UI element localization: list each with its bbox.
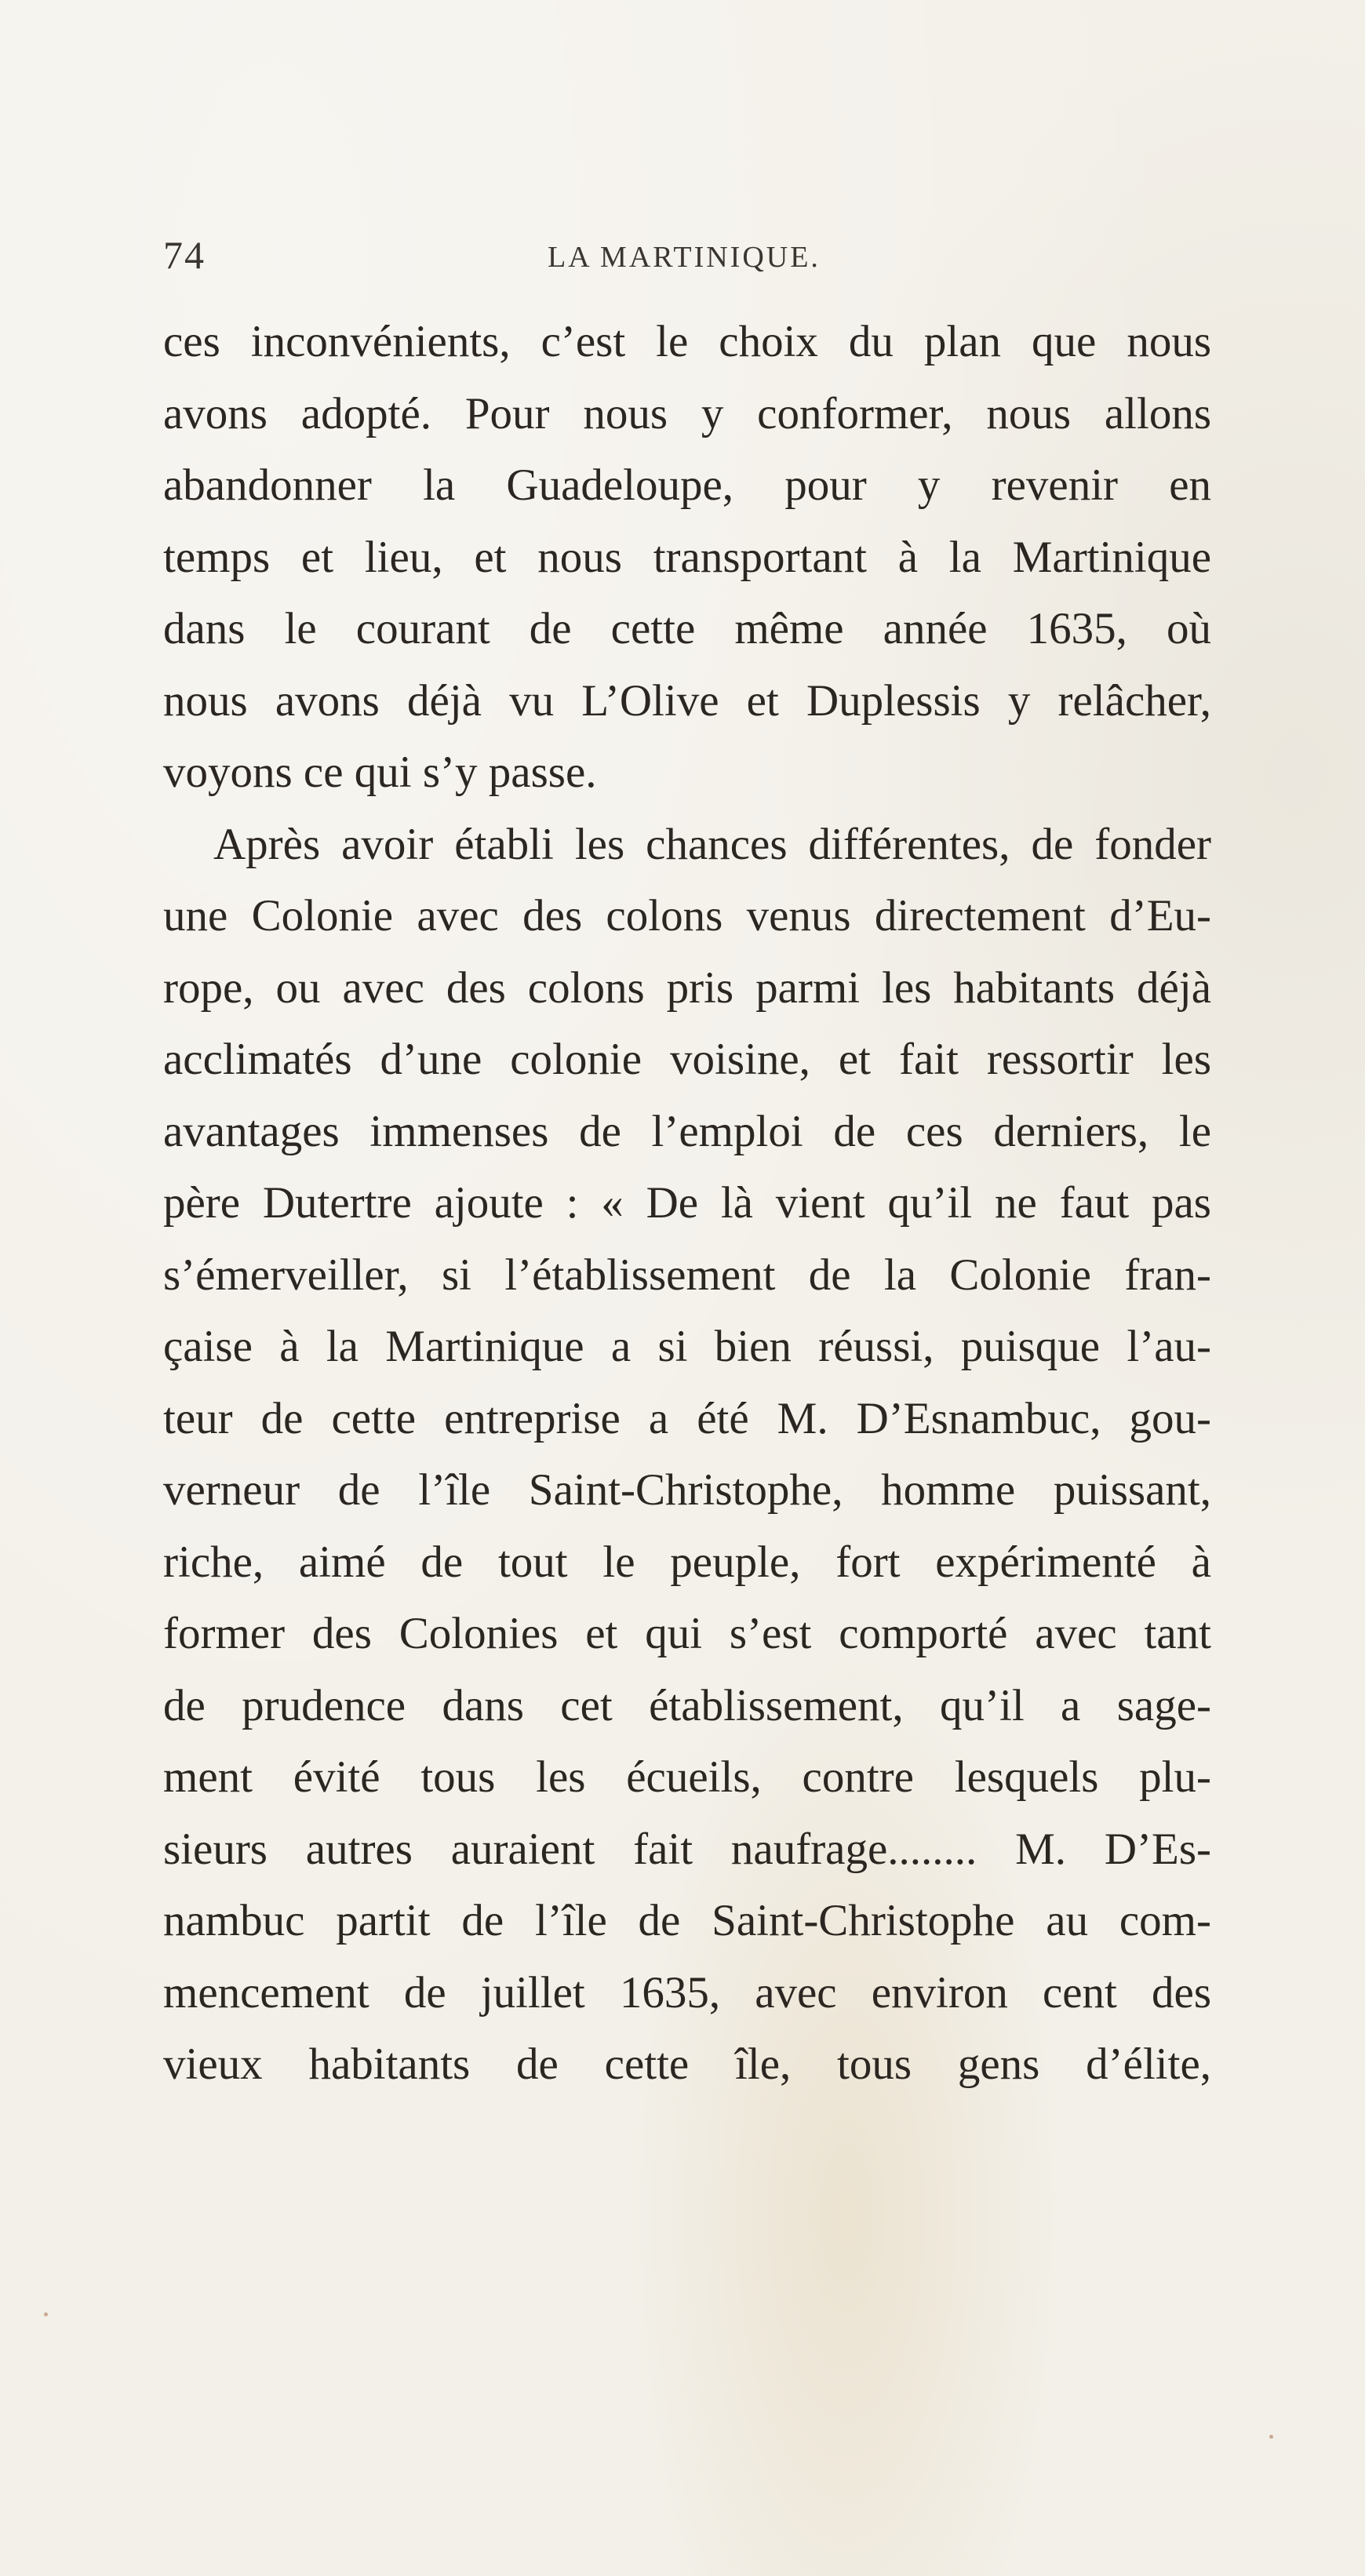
- text-line: sieurs autres auraient fait naufrage........ M. D’Es-: [163, 1824, 1211, 1874]
- text-line: s’émerveiller, si l’établissement de la Colonie fran-: [163, 1250, 1211, 1300]
- paper-speck: [44, 2312, 48, 2316]
- body-text: [163, 306, 1211, 2101]
- text-line: vieux habitants de cette île, tous gens d’élite,: [163, 2039, 1211, 2089]
- text-line: acclimatés d’une colonie voisine, et fait ressortir les: [163, 1035, 1211, 1084]
- running-head: [163, 232, 1211, 279]
- text-line: mencement de juillet 1635, avec environ cent des: [163, 1967, 1211, 2018]
- text-line: père Dutertre ajoute : « De là vient qu’il ne faut pas: [163, 1178, 1211, 1228]
- text-line: verneur de l’île Saint-Christophe, homme puissant,: [163, 1465, 1211, 1515]
- text-line: temps et lieu, et nous transportant à la Martinique: [163, 532, 1211, 582]
- text-line: avons adopté. Pour nous y conformer, nous allons: [163, 388, 1211, 438]
- page-number: 74: [163, 233, 206, 277]
- text-line: voyons ce qui s’y passe.: [163, 748, 597, 797]
- text-line: rope, ou avec des colons pris parmi les habitants déjà: [163, 962, 1211, 1013]
- text-line: ment évité tous les écueils, contre lesquels plu-: [163, 1752, 1211, 1802]
- text-line: abandonner la Guadeloupe, pour y revenir en: [163, 460, 1211, 510]
- text-line: de prudence dans cet établissement, qu’il a sage-: [163, 1680, 1211, 1730]
- text-line: ces inconvénients, c’est le choix du plan que nous: [163, 317, 1211, 366]
- text-line: çaise à la Martinique a si bien réussi, puisque l’au-: [163, 1322, 1211, 1371]
- paragraph-start-line: Après avoir établi les chances différentes, de fonder: [213, 819, 1211, 869]
- paper-speck: [1269, 2435, 1273, 2439]
- running-title: LA MARTINIQUE.: [548, 241, 821, 274]
- text-line: avantages immenses de l’emploi de ces derniers, le: [163, 1106, 1211, 1156]
- text-line: une Colonie avec des colons venus directement d’Eu-: [163, 891, 1211, 941]
- text-line: nous avons déjà vu L’Olive et Duplessis y relâcher,: [163, 675, 1211, 726]
- text-line: nambuc partit de l’île de Saint-Christophe au com-: [163, 1896, 1211, 1945]
- text-line: teur de cette entreprise a été M. D’Esnambuc, gou-: [163, 1393, 1211, 1443]
- text-line: dans le courant de cette même année 1635, où: [163, 604, 1211, 653]
- text-line: riche, aimé de tout le peuple, fort expérimenté à: [163, 1537, 1211, 1587]
- text-line: former des Colonies et qui s’est comporté avec tant: [163, 1609, 1211, 1658]
